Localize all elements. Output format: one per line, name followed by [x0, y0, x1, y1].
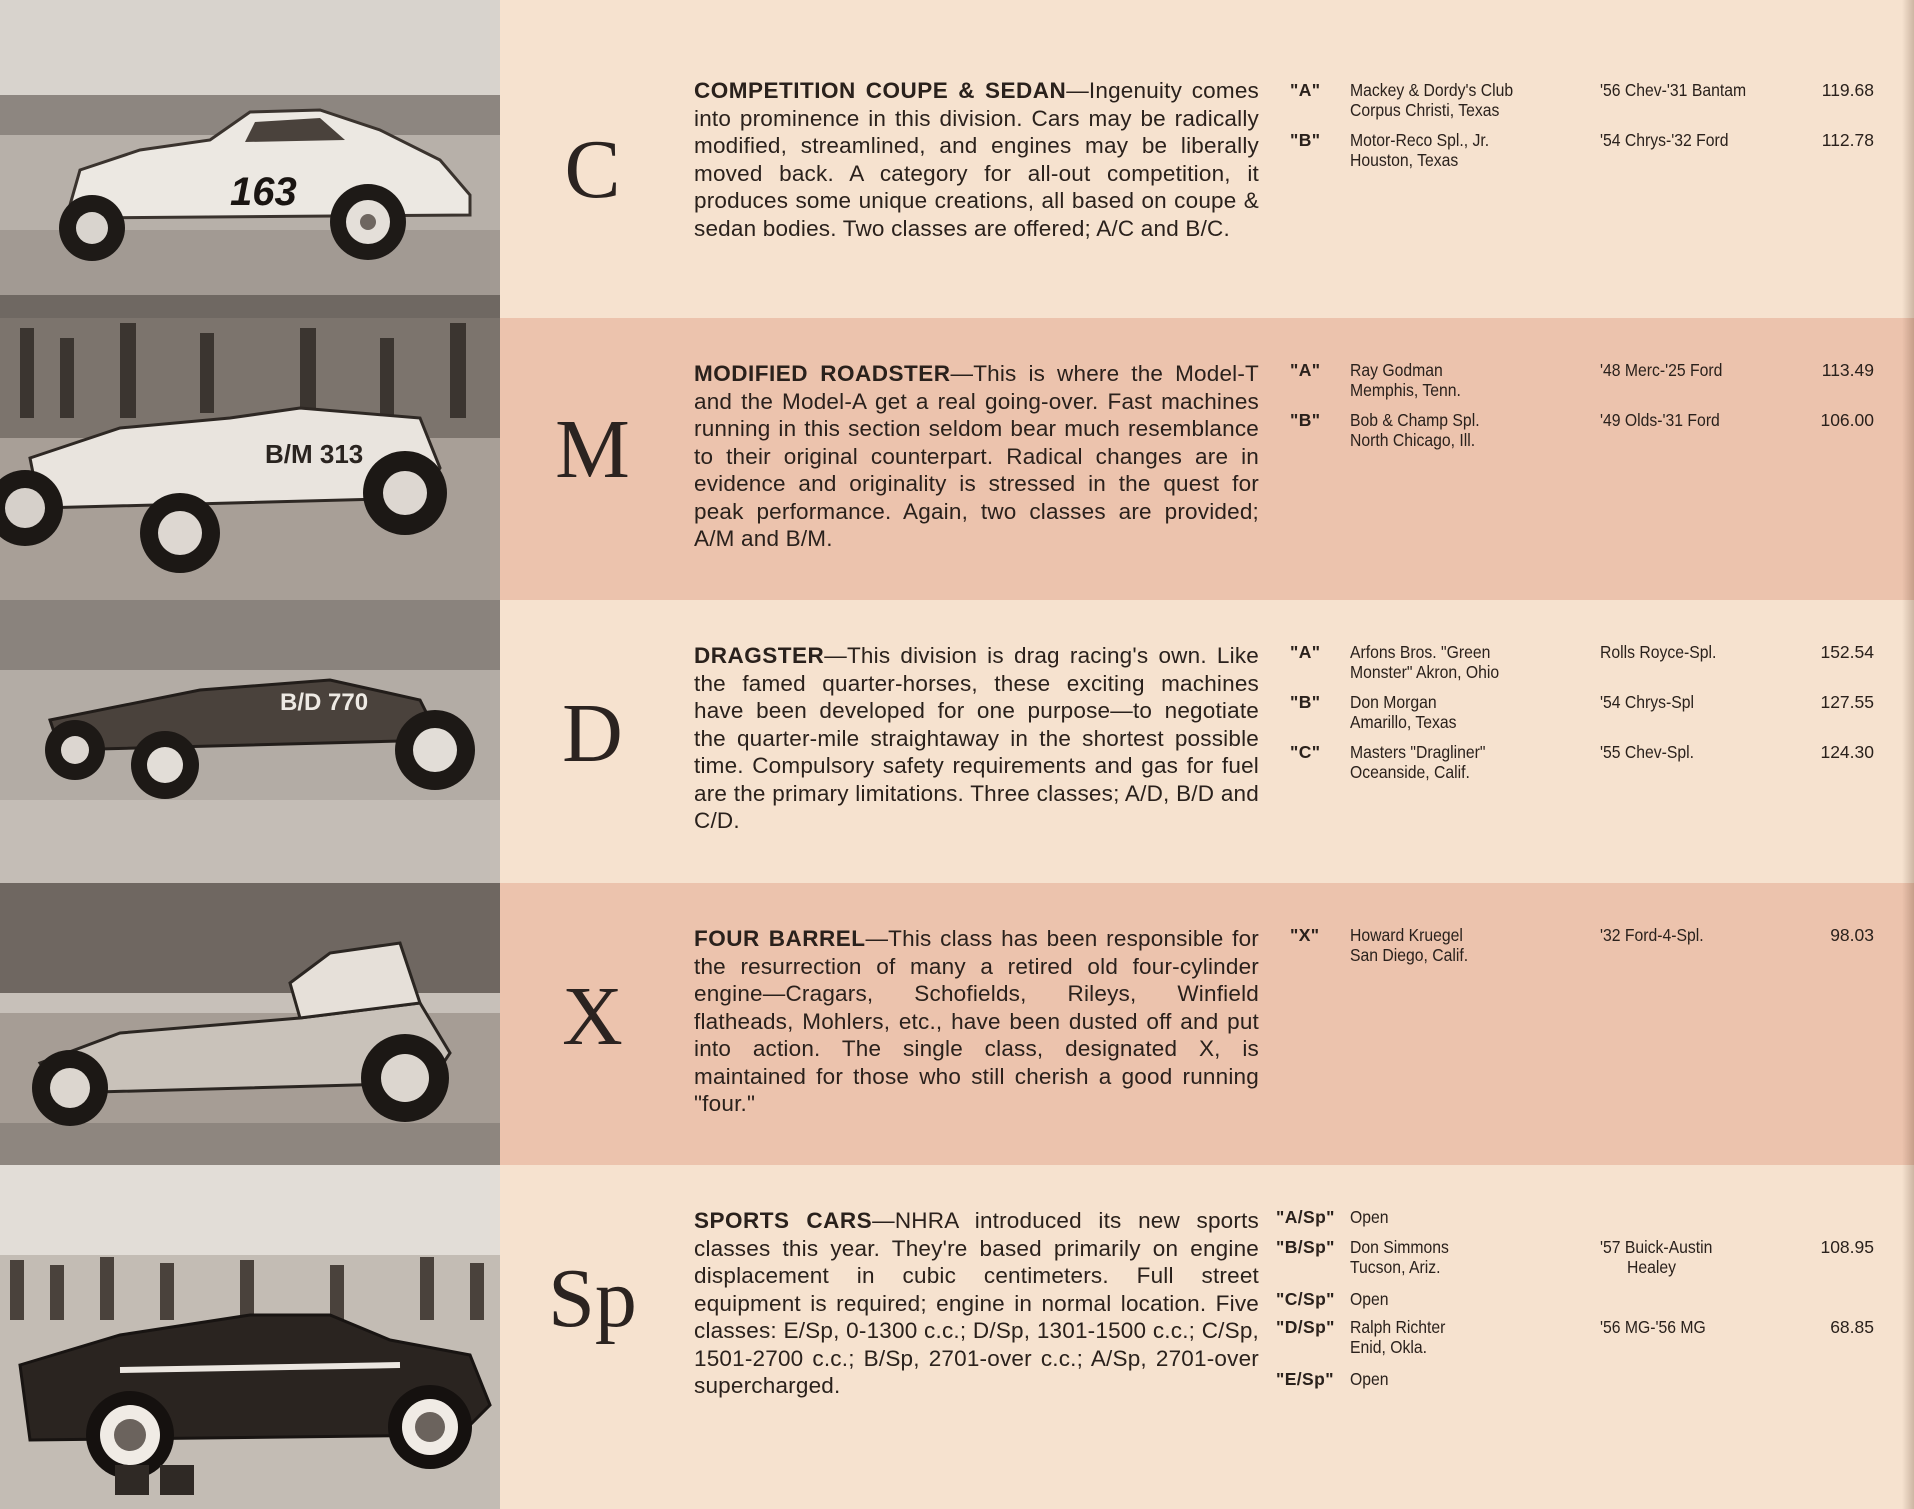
section-body-text: —This is where the Model-T and the Model-A get a real going-over. Fast machines running in this section seldom bear much resemblance to their original counterpart. Radical changes are in evidence and originality is stressed in the quest for peak performance. Again, two classes are provided; A/M and B/M.: [694, 361, 1259, 551]
car-combo: [1600, 1237, 1780, 1277]
driver-name: Open: [1350, 1207, 1389, 1227]
class-label: "A": [1290, 642, 1321, 662]
photo-sports-car: [0, 1165, 500, 1509]
roadster-photo-image: [0, 318, 500, 600]
speed-value: 106.00: [1820, 410, 1874, 430]
car-combo: '55 Chev-Spl.: [1600, 742, 1695, 762]
class-label: "B": [1290, 410, 1321, 430]
roadster-car-number: B/M 313: [265, 439, 364, 469]
driver-line-2: Amarillo, Texas: [1350, 712, 1457, 732]
section-heading: FOUR BARREL: [694, 926, 866, 951]
winners-list: [1290, 80, 1900, 180]
section-body-text: —NHRA introduced its new sports classes this year. They're based primarily on engine displacement in cubic centimeters. Full street equipment is required; engine in normal location. Five classes: E/Sp, 0-1300 c.c.; D/Sp, 1301-1500 c.c.; C/Sp, 1501-2700 c.c.; B/Sp, 2701-over c.c.; A/Sp, 2701-over supercharged.: [694, 1208, 1259, 1398]
winner-entry: [1276, 1237, 1886, 1289]
car-line-2: Healey: [1627, 1257, 1677, 1277]
dragster-car-number: B/D 770: [280, 689, 369, 716]
speed-value: 98.03: [1830, 925, 1874, 945]
section-competition-coupe: [0, 0, 1914, 318]
car-combo: '54 Chrys-Spl: [1600, 692, 1695, 712]
section-dragster: [0, 600, 1914, 883]
car-combo: '56 Chev-'31 Bantam: [1600, 80, 1747, 100]
driver-line-2: San Diego, Calif.: [1350, 945, 1469, 965]
section-letter-c: C: [564, 123, 621, 216]
winner-entry: [1290, 80, 1900, 130]
section-body-text: —Ingenuity comes into prominence in this division. Cars may be radically modified, streamlined, and engines may be liberally moved back. A category for all-out competition, it produces some unique creations, all based on coupe & sedan bodies. Two classes are offered; A/C and B/C.: [694, 78, 1259, 241]
winner-entry: [1290, 742, 1900, 792]
class-label: "C": [1290, 742, 1321, 762]
driver-name: [1350, 925, 1593, 965]
coupe-car-number: 163: [230, 170, 297, 214]
winner-entry: [1290, 925, 1900, 975]
driver-name: [1350, 742, 1593, 782]
car-combo: '56 MG-'56 MG: [1600, 1317, 1706, 1337]
driver-name: [1350, 642, 1593, 682]
section-sports-cars: [0, 1165, 1914, 1509]
section-heading: COMPETITION COUPE & SEDAN: [694, 78, 1067, 103]
driver-line-2: Enid, Okla.: [1350, 1337, 1428, 1357]
driver-line-1: Motor-Reco Spl., Jr.: [1350, 130, 1490, 150]
class-label: "E/Sp": [1276, 1369, 1334, 1389]
section-description: [694, 360, 1259, 553]
driver-line-2: Houston, Texas: [1350, 150, 1459, 170]
driver-line-2: Corpus Christi, Texas: [1350, 100, 1500, 120]
driver-name: Open: [1350, 1289, 1389, 1309]
section-heading: MODIFIED ROADSTER: [694, 361, 951, 386]
car-combo: '49 Olds-'31 Ford: [1600, 410, 1720, 430]
class-label: "A": [1290, 360, 1321, 380]
driver-line-1: Don Morgan: [1350, 692, 1437, 712]
driver-name: [1350, 1317, 1593, 1357]
winners-list: [1290, 642, 1900, 792]
class-label: "D/Sp": [1276, 1317, 1335, 1337]
speed-value: 124.30: [1820, 742, 1874, 762]
section-heading: DRAGSTER: [694, 643, 825, 668]
section-four-barrel: [0, 883, 1914, 1165]
winner-entry: [1276, 1317, 1886, 1369]
driver-line-1: Ray Godman: [1350, 360, 1443, 380]
driver-name: [1350, 80, 1593, 120]
winner-entry: [1290, 130, 1900, 180]
driver-line-1: Arfons Bros. "Green: [1350, 642, 1491, 662]
speed-value: 68.85: [1830, 1317, 1874, 1337]
section-description: [694, 1207, 1259, 1400]
section-letter-d: D: [562, 687, 623, 780]
driver-name: [1350, 130, 1593, 170]
section-letter-sp: Sp: [548, 1252, 637, 1345]
winner-entry: [1276, 1207, 1886, 1237]
winner-entry: [1290, 692, 1900, 742]
driver-line-1: Mackey & Dordy's Club: [1350, 80, 1514, 100]
class-label: "A": [1290, 80, 1321, 100]
class-label: "C/Sp": [1276, 1289, 1335, 1309]
section-heading: SPORTS CARS: [694, 1208, 873, 1233]
driver-line-1: Ralph Richter: [1350, 1317, 1446, 1337]
driver-name: [1350, 692, 1593, 732]
driver-line-2: North Chicago, Ill.: [1350, 430, 1476, 450]
winner-entry: [1290, 360, 1900, 410]
speed-value: 127.55: [1820, 692, 1874, 712]
driver-line-2: Tucson, Ariz.: [1350, 1257, 1441, 1277]
winner-entry: [1290, 410, 1900, 460]
photo-roadster: [0, 318, 500, 600]
section-modified-roadster: [0, 318, 1914, 600]
speed-value: 112.78: [1821, 130, 1874, 150]
car-combo: '54 Chrys-'32 Ford: [1600, 130, 1729, 150]
dragster-photo-image: [0, 600, 500, 883]
driver-name: Open: [1350, 1369, 1389, 1389]
photo-dragster: [0, 600, 500, 883]
photo-four-barrel: [0, 883, 500, 1165]
section-letter-x: X: [562, 970, 623, 1063]
section-body-text: —This division is drag racing's own. Like the famed quarter-horses, these exciting machines have been developed for one purpose—to negotiate the quarter-mile straightaway in the shortest possible time. Compulsory safety requirements and gas for fuel are the primary limitations. Three classes; A/D, B/D and C/D.: [694, 643, 1259, 833]
class-label: "B": [1290, 130, 1321, 150]
driver-line-2: Memphis, Tenn.: [1350, 380, 1461, 400]
speed-value: 152.54: [1820, 642, 1874, 662]
section-description: [694, 925, 1259, 1118]
page-edge-shadow: [1902, 0, 1914, 1509]
driver-line-2: Monster" Akron, Ohio: [1350, 662, 1500, 682]
speed-value: 108.95: [1820, 1237, 1874, 1257]
class-label: "B/Sp": [1276, 1237, 1335, 1257]
four-barrel-photo-image: [0, 883, 500, 1165]
class-label: "X": [1290, 925, 1320, 945]
speed-value: 113.49: [1821, 360, 1874, 380]
winners-list: [1290, 925, 1900, 975]
sports-car-photo-image: [0, 1165, 500, 1509]
driver-line-1: Bob & Champ Spl.: [1350, 410, 1480, 430]
photo-coupe: [0, 0, 500, 318]
coupe-photo-image: [0, 0, 500, 318]
car-line-1: '57 Buick-Austin: [1600, 1237, 1713, 1257]
section-body-text: —This class has been responsible for the resurrection of many a retired old four-cylinder engine—Cragars, Schofields, Rileys, Winfield flatheads, Mohlers, etc., have been dusted off and put into action. The single class, designated X, is maintained for those who still cherish a good running "four.": [694, 926, 1259, 1116]
speed-value: 119.68: [1821, 80, 1874, 100]
car-combo: Rolls Royce-Spl.: [1600, 642, 1717, 662]
winner-entry: [1276, 1369, 1886, 1397]
driver-name: [1350, 410, 1593, 450]
winners-list: [1276, 1207, 1886, 1397]
winner-entry: [1290, 642, 1900, 692]
class-label: "B": [1290, 692, 1321, 712]
section-description: [694, 77, 1259, 242]
driver-line-1: Howard Kruegel: [1350, 925, 1463, 945]
car-combo: '32 Ford-4-Spl.: [1600, 925, 1704, 945]
driver-name: [1350, 360, 1593, 400]
driver-line-2: Oceanside, Calif.: [1350, 762, 1470, 782]
winner-entry: [1276, 1289, 1886, 1317]
car-combo: '48 Merc-'25 Ford: [1600, 360, 1723, 380]
winners-list: [1290, 360, 1900, 460]
driver-line-1: Masters "Dragliner": [1350, 742, 1486, 762]
section-letter-m: M: [555, 403, 630, 496]
driver-name: [1350, 1237, 1593, 1277]
class-label: "A/Sp": [1276, 1207, 1335, 1227]
section-description: [694, 642, 1259, 835]
driver-line-1: Don Simmons: [1350, 1237, 1449, 1257]
